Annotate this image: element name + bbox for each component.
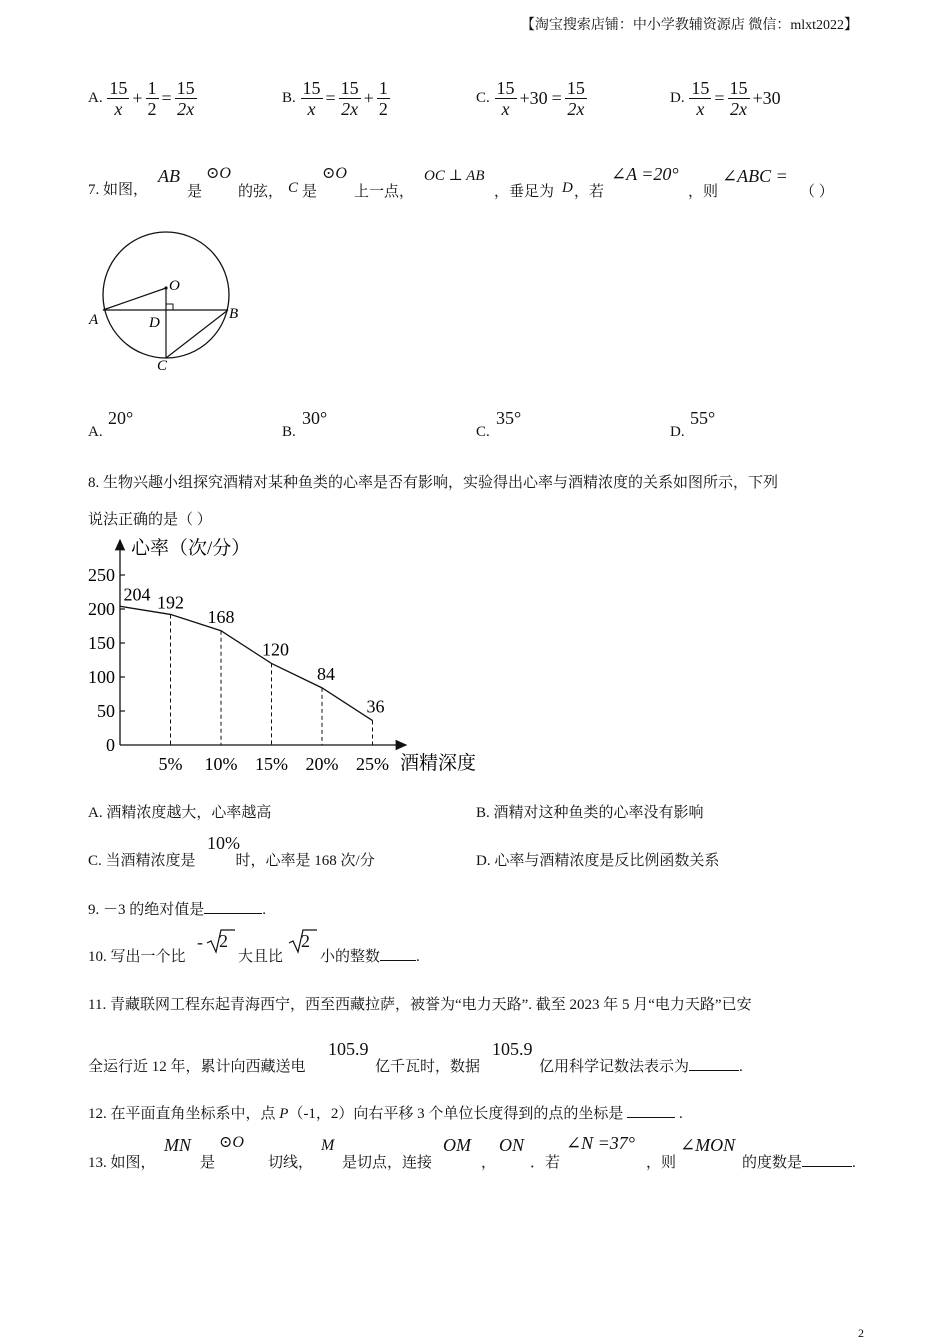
q7-option-c-value: 35° xyxy=(496,408,522,428)
q13-text-3: 是切点，连接 xyxy=(342,1155,433,1171)
q13-text-1: 是 xyxy=(200,1155,216,1171)
q13-circle-o: ⊙O xyxy=(219,1134,244,1151)
q13-om: OM xyxy=(443,1135,471,1155)
q10-mid: 大且比 xyxy=(238,949,284,965)
q13-angle-mon: ∠MON xyxy=(680,1135,736,1155)
right-angle-mark xyxy=(166,304,173,310)
q7-option-c-label[interactable]: C. xyxy=(476,424,490,440)
label-d: D xyxy=(149,315,160,331)
q13-on: ON xyxy=(499,1135,525,1155)
q10-sqrt-arg-2: 2 xyxy=(301,931,310,951)
q11-post: 亿用科学记数法表示为 . xyxy=(539,1055,743,1076)
q10-answer-blank[interactable] xyxy=(380,946,416,961)
y-tick-label: 0 xyxy=(106,735,115,755)
data-label: 84 xyxy=(317,663,335,684)
label-o: O xyxy=(169,278,180,294)
q7-option-b-label[interactable]: B. xyxy=(282,424,296,440)
q9-answer-blank[interactable] xyxy=(204,899,262,914)
q7-num: 7. 如图， xyxy=(88,182,149,198)
q6-option-d[interactable]: D. $\frac{15}{x}$ = $\frac{15}{2x}$ +30 xyxy=(670,78,781,119)
q10-neg: - xyxy=(197,932,203,952)
q13-comma: ， xyxy=(481,1155,497,1171)
data-label: 204 xyxy=(123,584,151,605)
y-tick-label: 50 xyxy=(97,701,115,721)
q10-sqrt-arg-1: 2 xyxy=(219,931,228,951)
q7-text-6: ，若 xyxy=(574,184,605,200)
q7-c: C xyxy=(288,180,299,196)
y-axis-label: 心率（次/分） xyxy=(131,538,251,559)
q7-ab: AB xyxy=(158,166,180,186)
q13-mn: MN xyxy=(164,1135,191,1155)
q13-m: M xyxy=(321,1137,335,1154)
q13-text-4: ．若 xyxy=(530,1155,561,1171)
q7-option-a-value: 20° xyxy=(108,408,134,428)
q11-line-1: 11. 青藏联网工程东起青海西宁，西至西藏拉萨，被誉为“电力天路”. 截至 2023 年 5 月“电力天路”已安 xyxy=(88,997,752,1013)
q11-num-2: 105.9 xyxy=(492,1039,533,1059)
page-number: 2 xyxy=(858,1326,864,1340)
center-point xyxy=(164,286,167,289)
segment-cb xyxy=(166,310,228,358)
q7-angle-abc: ∠ABC = xyxy=(722,166,788,186)
drop-lines xyxy=(171,614,373,745)
q12-answer-blank[interactable] xyxy=(627,1103,675,1118)
q10-pre: 10. 写出一个比 xyxy=(88,949,186,965)
q8-option-b[interactable]: B. 酒精对这种鱼类的心率没有影响 xyxy=(476,805,704,821)
x-tick-label: 15% xyxy=(255,754,288,774)
q7-text-3: 是 xyxy=(302,184,318,200)
q7-text-1: 是 xyxy=(187,184,203,200)
q13-text-2: 切线， xyxy=(268,1155,314,1171)
data-labels xyxy=(124,584,385,716)
q11-answer-blank[interactable] xyxy=(689,1056,739,1071)
q13-pre: 13. 如图， xyxy=(88,1155,156,1171)
data-label: 192 xyxy=(157,592,184,613)
q7-option-d-value: 55° xyxy=(690,408,716,428)
q7-text-7: ，则 xyxy=(688,184,719,200)
q13-text-5: ，则 xyxy=(646,1155,677,1171)
y-tick-label: 250 xyxy=(88,565,115,585)
q7-option-a-label[interactable]: A. xyxy=(88,424,103,440)
q8-option-a[interactable]: A. 酒精浓度越大，心率越高 xyxy=(88,805,272,821)
q7-text-2: 的弦， xyxy=(238,184,284,200)
x-tick-label: 25% xyxy=(356,754,389,774)
q7-text-5: ，垂足为 xyxy=(494,184,555,200)
q7-d: D xyxy=(562,180,573,196)
q7-option-b-value: 30° xyxy=(302,408,328,428)
x-tick-label: 10% xyxy=(204,754,238,774)
y-tick-label: 150 xyxy=(88,633,115,653)
q11-num-1: 105.9 xyxy=(328,1039,369,1059)
label-b: B xyxy=(229,306,239,322)
x-axis-label: 酒精深度 xyxy=(400,753,477,774)
page-header: 【淘宝搜索店铺：中小学教辅资源店 微信：mlxt2022】 xyxy=(520,18,858,33)
q6-option-c[interactable]: C. $\frac{15}{x}$ +30 = $\frac{15}{2x}$ xyxy=(476,78,585,119)
y-tick-label: 200 xyxy=(88,599,115,619)
q11-mid: 亿千瓦时，数据 xyxy=(375,1059,481,1075)
q8-option-d[interactable]: D. 心率与酒精浓度是反比例函数关系 xyxy=(476,853,720,869)
q7-perp: OC ⊥ AB xyxy=(424,168,485,184)
x-tick-label: 20% xyxy=(305,754,339,774)
data-label: 36 xyxy=(366,696,385,717)
data-label: 168 xyxy=(207,606,235,627)
q8-option-c[interactable]: C. 当酒精浓度是 时，心率是 168 次/分 xyxy=(88,853,375,869)
q13-post: 的度数是 . xyxy=(742,1151,856,1172)
q12: 12. 在平面直角坐标系中，点 P（-1，2）向右平移 3 个单位长度得到的点的坐标是 . xyxy=(88,1102,683,1123)
label-a: A xyxy=(89,312,99,328)
segment-ao xyxy=(103,288,166,310)
q7-circle-o-2: ⊙O xyxy=(322,165,347,182)
q7-paren: （ ） xyxy=(800,184,834,200)
q7-option-d-label[interactable]: D. xyxy=(670,424,685,440)
q8-stem-line-2: 说法正确的是（ ） xyxy=(88,512,212,528)
q8-stem-line-1: 8. 生物兴趣小组探究酒精对某种鱼类的心率是否有影响，实验得出心率与酒精浓度的关系如图所示，下列 xyxy=(88,475,779,491)
label-c: C xyxy=(157,358,168,374)
q6-option-b[interactable]: B. $\frac{15}{x}$ = $\frac{15}{2x}$ + $\frac{1}{2}$ xyxy=(282,78,388,119)
y-tick-label: 100 xyxy=(88,667,115,687)
data-label: 120 xyxy=(262,639,289,660)
q7-circle-figure xyxy=(86,220,256,380)
q7-text-4: 上一点， xyxy=(354,184,415,200)
x-ticks xyxy=(159,754,390,774)
q8-option-c-percent: 10% xyxy=(207,833,240,853)
q7-circle-o: ⊙O xyxy=(206,165,231,182)
q8-chart xyxy=(80,532,500,782)
q10-post: 小的整数 . xyxy=(320,945,420,966)
x-tick-label: 5% xyxy=(158,754,183,774)
q13-angle-n: ∠N =37° xyxy=(566,1133,635,1153)
q9: 9. －3 的绝对值是 . xyxy=(88,898,266,919)
q11-pre: 全运行近 12 年，累计向西藏送电 xyxy=(88,1059,306,1075)
q13-answer-blank[interactable] xyxy=(802,1152,852,1167)
q7-angle-a: ∠A =20° xyxy=(611,164,679,184)
q6-option-a[interactable]: A. $\frac{15}{x}$ + $\frac{1}{2}$ = $\frac{15}{2x}$ xyxy=(88,78,195,119)
